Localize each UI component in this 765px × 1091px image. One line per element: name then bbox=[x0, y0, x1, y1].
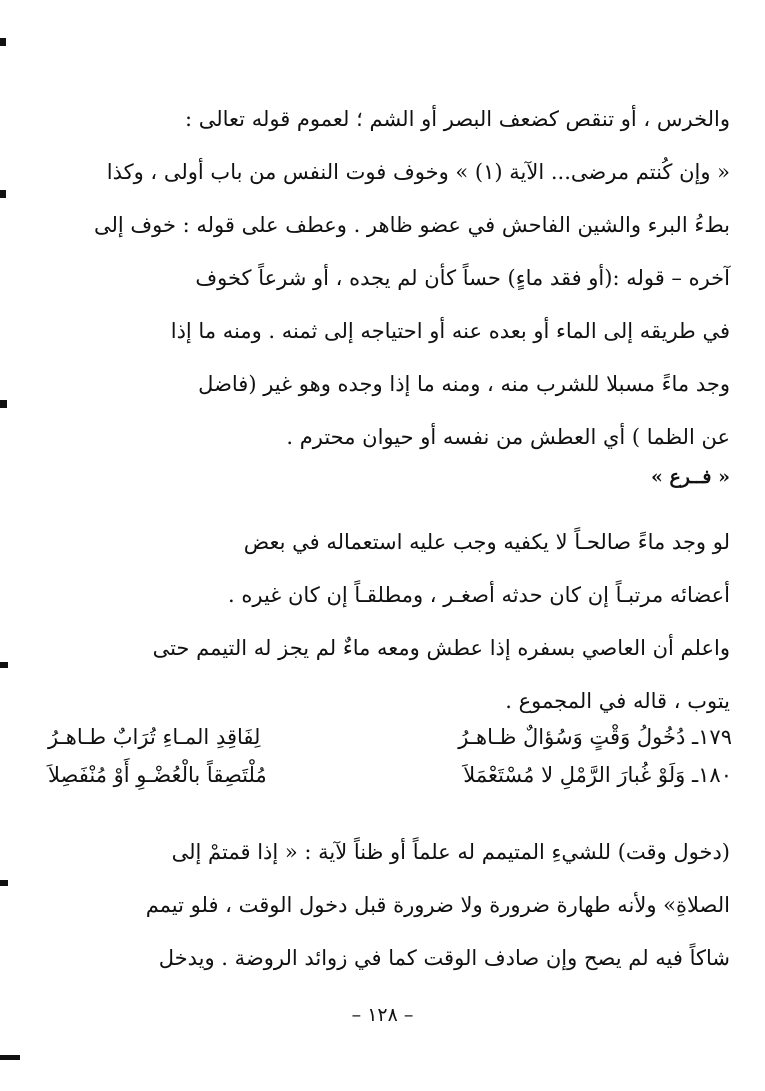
text-line: أعضائه مرتبـاً إن كان حدثه أصغـر ، ومطلقـاً إن كان غيره . bbox=[228, 583, 730, 607]
paragraph-2 bbox=[50, 516, 730, 728]
verse-first-hemistich: ١٨٠ـ وَلَوْ غُبارَ الرَّمْلِ لا مُسْتَعْمَلاَ bbox=[463, 763, 732, 787]
verse-second-hemistich: مُلْتَصِقاً بالْعُضْـوِ أَوْ مُنْفَصِلاَ bbox=[48, 763, 267, 787]
paragraph-3 bbox=[50, 826, 730, 985]
text-line: في طريقه إلى الماء أو بعده عنه أو احتياجه إلى ثمنه . ومنه ما إذا bbox=[170, 319, 730, 343]
text-line: عن الظما ) أي العطش من نفسه أو حيوان محترم . bbox=[286, 425, 730, 449]
verse-row bbox=[48, 756, 732, 794]
text-line: لو وجد ماءً صالحـاً لا يكفيه وجب عليه استعماله في بعض bbox=[243, 530, 730, 554]
text-line: واعلم أن العاصي بسفره إذا عطش ومعه ماءٌ لم يجز له التيمم حتى bbox=[152, 636, 730, 660]
text-line: يتوب ، قاله في المجموع . bbox=[505, 689, 730, 713]
text-line: (دخول وقت) للشيءِ المتيمم له علماً أو ظناً لآية : « إذا قمتمْ إلى bbox=[171, 840, 730, 864]
text-line: الصلاةِ» ولأنه طهارة ضرورة ولا ضرورة قبل دخول الوقت ، فلو تيمم bbox=[145, 893, 730, 917]
margin-mark bbox=[0, 190, 6, 198]
text-line: بطءُ البرء والشين الفاحش في عضو ظاهر . وعطف على قوله : خوف إلى bbox=[93, 213, 730, 237]
text-line: والخرس ، أو تنقص كضعف البصر أو الشم ؛ لعموم قوله تعالى : bbox=[185, 107, 730, 131]
text-line: شاكاً فيه لم يصح وإن صادف الوقت كما في زوائد الروضة . ويدخل bbox=[158, 946, 730, 970]
margin-mark bbox=[0, 400, 7, 408]
section-heading: « فــرع » bbox=[650, 466, 730, 488]
verse-block bbox=[48, 718, 732, 794]
verse-second-hemistich: لِفَاقِدِ المـاءِ تُرَابٌ طـاهـرُ bbox=[48, 725, 261, 749]
text-line: « وإن كُنتم مرضى... الآية (١) » وخوف فوت النفس من باب أولى ، وكذا bbox=[106, 160, 730, 184]
verse-row bbox=[48, 718, 732, 756]
page-number: – ١٢٨ – bbox=[351, 1004, 414, 1026]
paragraph-1 bbox=[50, 93, 730, 464]
verse-first-hemistich: ١٧٩ـ دُخُولُ وَقْتٍ وَسُؤالٌ ظـاهـرُ bbox=[458, 725, 732, 749]
margin-mark bbox=[0, 880, 8, 886]
margin-mark bbox=[0, 1055, 20, 1060]
margin-mark bbox=[0, 38, 6, 46]
text-line: وجد ماءً مسبلا للشرب منه ، ومنه ما إذا وجده وهو غير (فاضل bbox=[198, 372, 730, 396]
margin-mark bbox=[0, 662, 8, 668]
text-line: آخره – قوله :(أو فقد ماءٍ) حساً كأن لم يجده ، أو شرعاً كخوف bbox=[195, 266, 730, 290]
